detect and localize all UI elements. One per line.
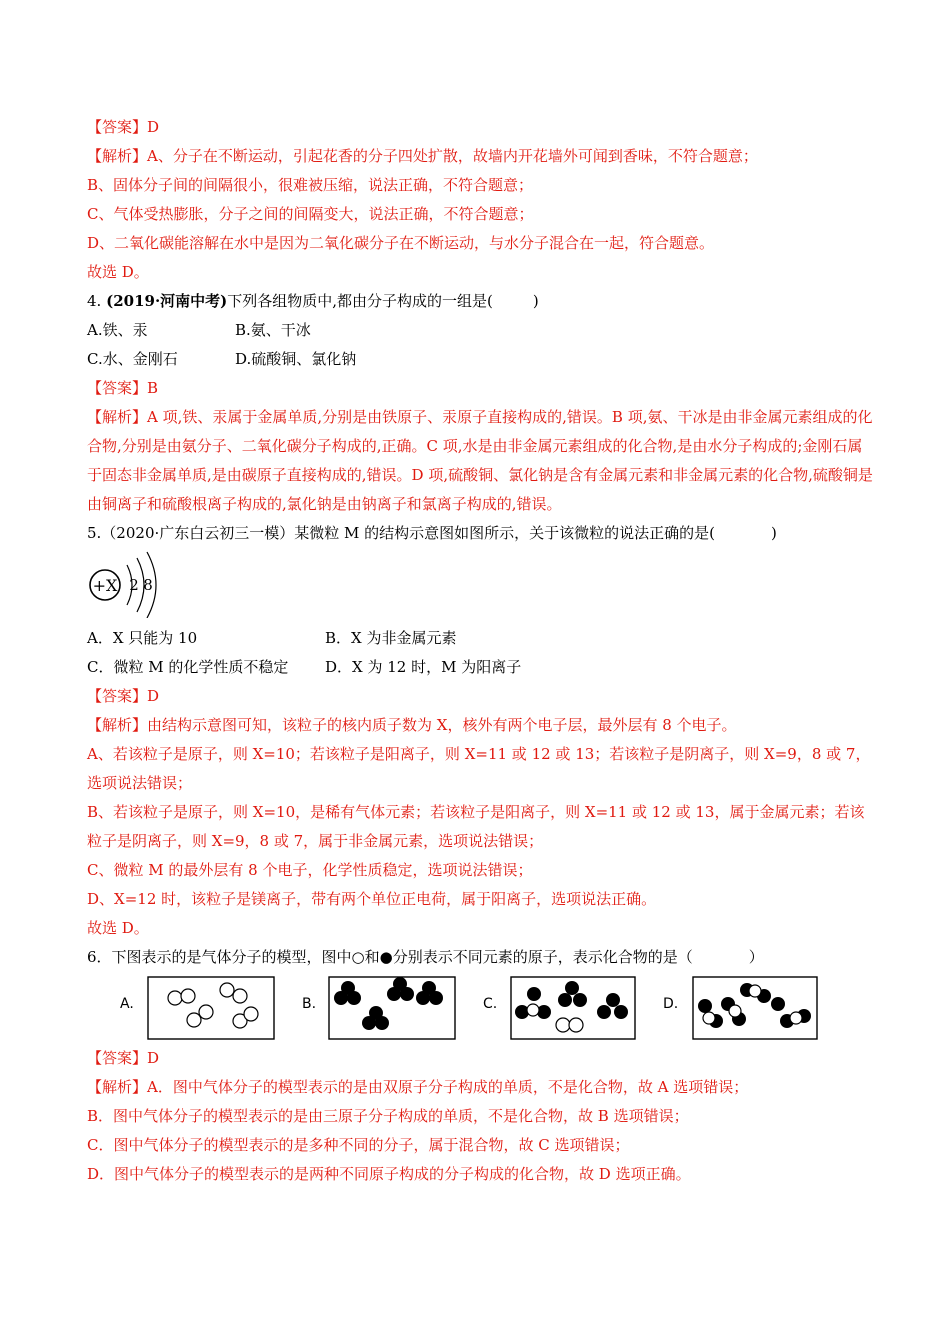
q3-analysis-line-a: 【解析】A、分子在不断运动，引起花香的分子四处扩散，故墙内开花墙外可闻到香味，不符合题意； (87, 147, 758, 165)
q5-stem: 5.（2020·广东白云初三一模）某微粒 M 的结构示意图如图所示，关于该微粒的说法正确的是( ) (87, 524, 777, 542)
atom-structure-svg (87, 548, 177, 618)
q5-analysis-line-a: A、若该粒子是原子，则 X=10；若该粒子是阳离子，则 X=11 或 12 或 13；若该粒子是阴离子，则 X=9，8 或 7，选项说法错误； (87, 745, 871, 792)
model-label-c: C. (483, 996, 498, 1012)
q4-option-a: A.铁、汞 (87, 321, 148, 339)
nucleus-charge: +X (92, 576, 118, 595)
q3-analysis-line-c: C、气体受热膨胀，分子之间的间隔变大，说法正确，不符合题意； (87, 205, 534, 223)
q5-analysis-line-c: C、微粒 M 的最外层有 8 个电子，化学性质稳定，选项说法错误； (87, 861, 533, 879)
q4-options-row-1 (87, 316, 877, 345)
q4-option-c: C.水、金刚石 (87, 350, 178, 368)
q6-analysis-line-b: B．图中气体分子的模型表示的是由三原子分子构成的单质，不是化合物，故 B 选项错误； (87, 1107, 689, 1125)
document-page (87, 113, 877, 1189)
shell-1-electrons: 2 (129, 576, 139, 594)
q5-conclusion: 故选 D。 (87, 919, 149, 937)
q4-stem: 4. (2019·河南中考)下列各组物质中,都由分子构成的一组是( ) (87, 292, 539, 310)
q5-analysis-line-b: B、若该粒子是原子，则 X=10，是稀有气体元素；若该粒子是阳离子，则 X=11 或 12 或 13，属于金属元素；若该粒子是阴离子，则 X=9，8 或 7，属于非金属元素，选项说法错误； (87, 803, 865, 850)
q5-answer: 【答案】D (87, 687, 160, 705)
molecule-models-row (87, 972, 877, 1040)
q5-options-row-2 (87, 653, 877, 682)
model-d (692, 976, 818, 1040)
q4-source: (2019·河南中考) (106, 292, 228, 310)
shell-2-electrons: 8 (143, 576, 153, 594)
atom-structure-diagram (87, 548, 877, 618)
q6-analysis-line-d: D．图中气体分子的模型表示的是两种不同原子构成的分子构成的化合物，故 D 选项正确。 (87, 1165, 691, 1183)
model-a (147, 976, 275, 1040)
q5-option-b: B．X 为非金属元素 (325, 629, 457, 647)
q4-option-b: B.氨、干冰 (235, 321, 311, 339)
model-label-b: B. (302, 996, 317, 1012)
q4-answer: 【答案】B (87, 379, 159, 397)
q5-option-d: D．X 为 12 时，M 为阳离子 (325, 658, 522, 676)
q3-analysis-line-b: B、固体分子间的间隔很小，很难被压缩，说法正确，不符合题意； (87, 176, 534, 194)
q5-option-a: A．X 只能为 10 (87, 629, 198, 647)
q4-analysis: 【解析】A 项,铁、汞属于金属单质,分别是由铁原子、汞原子直接构成的,错误。B 项,氨、干冰是由非金属元素组成的化合物,分别是由氨分子、二氧化碳分子构成的,正确。C 项,水是由非金属元素组成的化合物,是由水分子构成的;金刚石属于固态非金属单质,是由碳原子直接构成的,错误。D 项,硫酸铜、氯化钠是含有金属元素和非金属元素的化合物,硫酸铜是由铜离子和硫酸根离子构成的,氯化钠是由钠离子和氯离子构成的,错误。 (87, 408, 873, 513)
model-b (328, 976, 456, 1040)
q3-answer: 【答案】D (87, 118, 160, 136)
q6-stem: 6．下图表示的是气体分子的模型，图中○和●分别表示不同元素的原子，表示化合物的是（ ） (87, 948, 764, 966)
model-c (510, 976, 636, 1040)
q5-options-row-1 (87, 624, 877, 653)
model-label-a: A. (120, 996, 134, 1012)
q5-option-c: C．微粒 M 的化学性质不稳定 (87, 658, 289, 676)
q3-analysis-line-d: D、二氧化碳能溶解在水中是因为二氧化碳分子在不断运动，与水分子混合在一起，符合题意。 (87, 234, 715, 252)
q4-option-d: D.硫酸铜、氯化钠 (235, 350, 357, 368)
q6-analysis-line-a: 【解析】A．图中气体分子的模型表示的是由双原子分子构成的单质，不是化合物，故 A 选项错误； (87, 1078, 749, 1096)
q3-conclusion: 故选 D。 (87, 263, 149, 281)
q6-answer: 【答案】D (87, 1049, 160, 1067)
q4-options-row-2 (87, 345, 877, 374)
q5-analysis-line-d: D、X=12 时，该粒子是镁离子，带有两个单位正电荷，属于阳离子，选项说法正确。 (87, 890, 657, 908)
q5-analysis-intro: 【解析】由结构示意图可知，该粒子的核内质子数为 X，核外有两个电子层，最外层有 8 个电子。 (87, 716, 737, 734)
q6-analysis-line-c: C．图中气体分子的模型表示的是多种不同的分子，属于混合物，故 C 选项错误； (87, 1136, 630, 1154)
model-label-d: D. (663, 996, 679, 1012)
